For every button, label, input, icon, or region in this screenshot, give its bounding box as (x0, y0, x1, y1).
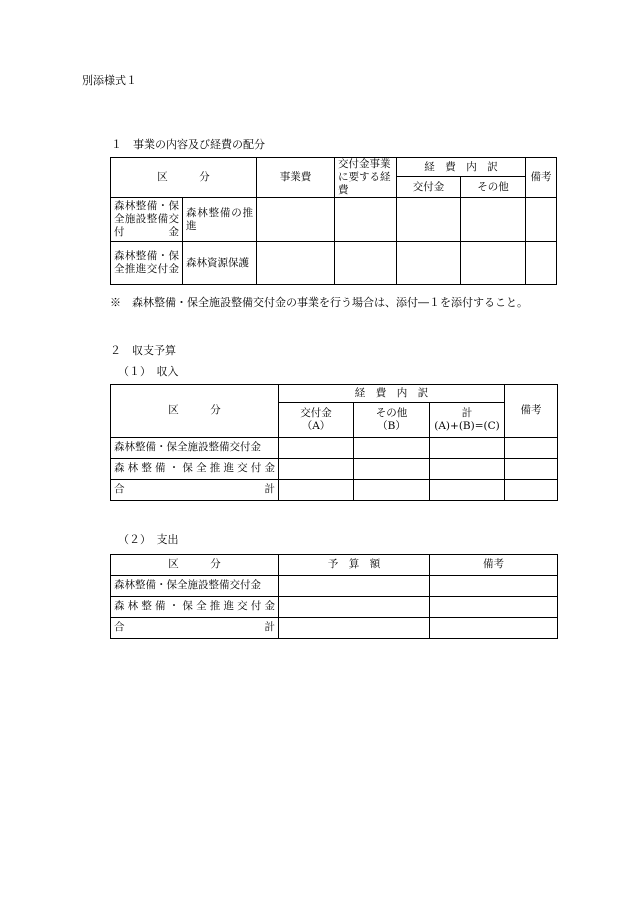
row-label: 森林整備・保全推進交付金 (111, 459, 279, 480)
total-label-left: 合 (114, 621, 125, 634)
header-biko: 備考 (430, 555, 558, 576)
header-kei-sub: (A)+(B)=(C) (434, 420, 500, 432)
total-label (111, 618, 279, 639)
table-row (111, 597, 558, 618)
cell-biko[interactable] (430, 618, 558, 639)
table-row (111, 438, 558, 459)
cell-kofukin-jigyo[interactable] (335, 242, 397, 285)
cell-biko[interactable] (505, 480, 558, 501)
total-row (111, 480, 558, 501)
total-row (111, 618, 558, 639)
cell-sonota[interactable] (461, 242, 526, 285)
cell-sonota[interactable] (354, 459, 430, 480)
row-label: 森林整備・保全施設整備交付金 (111, 438, 279, 459)
cell-sonota[interactable] (461, 198, 526, 242)
cell-jigyohi[interactable] (257, 198, 335, 242)
form-title: 別添様式１ (82, 74, 137, 87)
cell-sonota[interactable] (354, 480, 430, 501)
header-kubun: 区 分 (111, 385, 279, 438)
total-label-right: 計 (264, 621, 275, 634)
header-sonota-sub: （B） (377, 420, 406, 432)
cell-kofukin[interactable] (397, 198, 461, 242)
row-label: 森林整備・保全施設整備交付金 (111, 576, 279, 597)
cell-yosangaku[interactable] (279, 597, 430, 618)
cell-kei[interactable] (430, 459, 505, 480)
header-kofukin-sub: （A） (301, 420, 331, 432)
cell-kofukin[interactable] (279, 480, 354, 501)
expense-heading: （２） 支出 (118, 533, 179, 546)
cell-yosangaku[interactable] (279, 576, 430, 597)
cell-kofukin-jigyo[interactable] (335, 198, 397, 242)
header-kubun: 区 分 (111, 555, 279, 576)
row-category: 森林整備・保全推進交付金 (111, 242, 183, 285)
row-category: 森林整備・保全施設整備交付金 (111, 198, 183, 242)
header-kofukin: 交付金 (397, 177, 461, 198)
cell-biko[interactable] (526, 198, 557, 242)
header-keihi-uchiwake: 経 費 内 訳 (397, 158, 526, 177)
table-row (111, 198, 557, 242)
cell-biko[interactable] (430, 576, 558, 597)
header-kofukin-label: 交付金 (300, 406, 332, 419)
header-kubun: 区 分 (111, 158, 257, 198)
header-sonota: その他 (461, 177, 526, 198)
header-biko: 備考 (505, 385, 558, 438)
cell-yosangaku[interactable] (279, 618, 430, 639)
income-heading: （１） 収入 (118, 365, 179, 378)
cell-kofukin[interactable] (397, 242, 461, 285)
table-row (111, 459, 558, 480)
section1-heading: １ 事業の内容及び経費の配分 (111, 138, 265, 151)
cell-kei[interactable] (430, 438, 505, 459)
expense-table (110, 554, 558, 639)
row-label: 森林整備・保全推進交付金 (111, 597, 279, 618)
cell-kofukin[interactable] (279, 438, 354, 459)
income-table (110, 384, 558, 501)
header-sonota (354, 403, 430, 438)
header-kei (430, 403, 505, 438)
header-yosangaku: 予 算 額 (279, 555, 430, 576)
cell-kofukin[interactable] (279, 459, 354, 480)
header-kofukin (279, 403, 354, 438)
section2-heading: ２ 収支予算 (110, 344, 176, 357)
expense-allocation-table (110, 157, 557, 285)
header-biko: 備考 (526, 158, 557, 198)
header-kei-label: 計 (461, 406, 473, 419)
cell-biko[interactable] (430, 597, 558, 618)
cell-biko[interactable] (526, 242, 557, 285)
attachment-note: ※ 森林整備・保全施設整備交付金の事業を行う場合は、添付―１を添付すること。 (110, 296, 528, 309)
table-row (111, 242, 557, 285)
header-sonota-label: その他 (375, 406, 408, 419)
header-keihi-uchiwake: 経 費 内 訳 (279, 385, 505, 403)
row-subcategory: 森林資源保護 (183, 242, 257, 285)
cell-sonota[interactable] (354, 438, 430, 459)
total-label-right: 計 (264, 483, 275, 496)
cell-biko[interactable] (505, 438, 558, 459)
cell-jigyohi[interactable] (257, 242, 335, 285)
table-row (111, 576, 558, 597)
header-kofukin-jigyo: 交付金事業に要する経費 (335, 158, 397, 198)
total-label-left: 合 (114, 483, 125, 496)
cell-kei[interactable] (430, 480, 505, 501)
total-label (111, 480, 279, 501)
cell-biko[interactable] (505, 459, 558, 480)
row-subcategory: 森林整備の推進 (183, 198, 257, 242)
header-jigyohi: 事業費 (257, 158, 335, 198)
